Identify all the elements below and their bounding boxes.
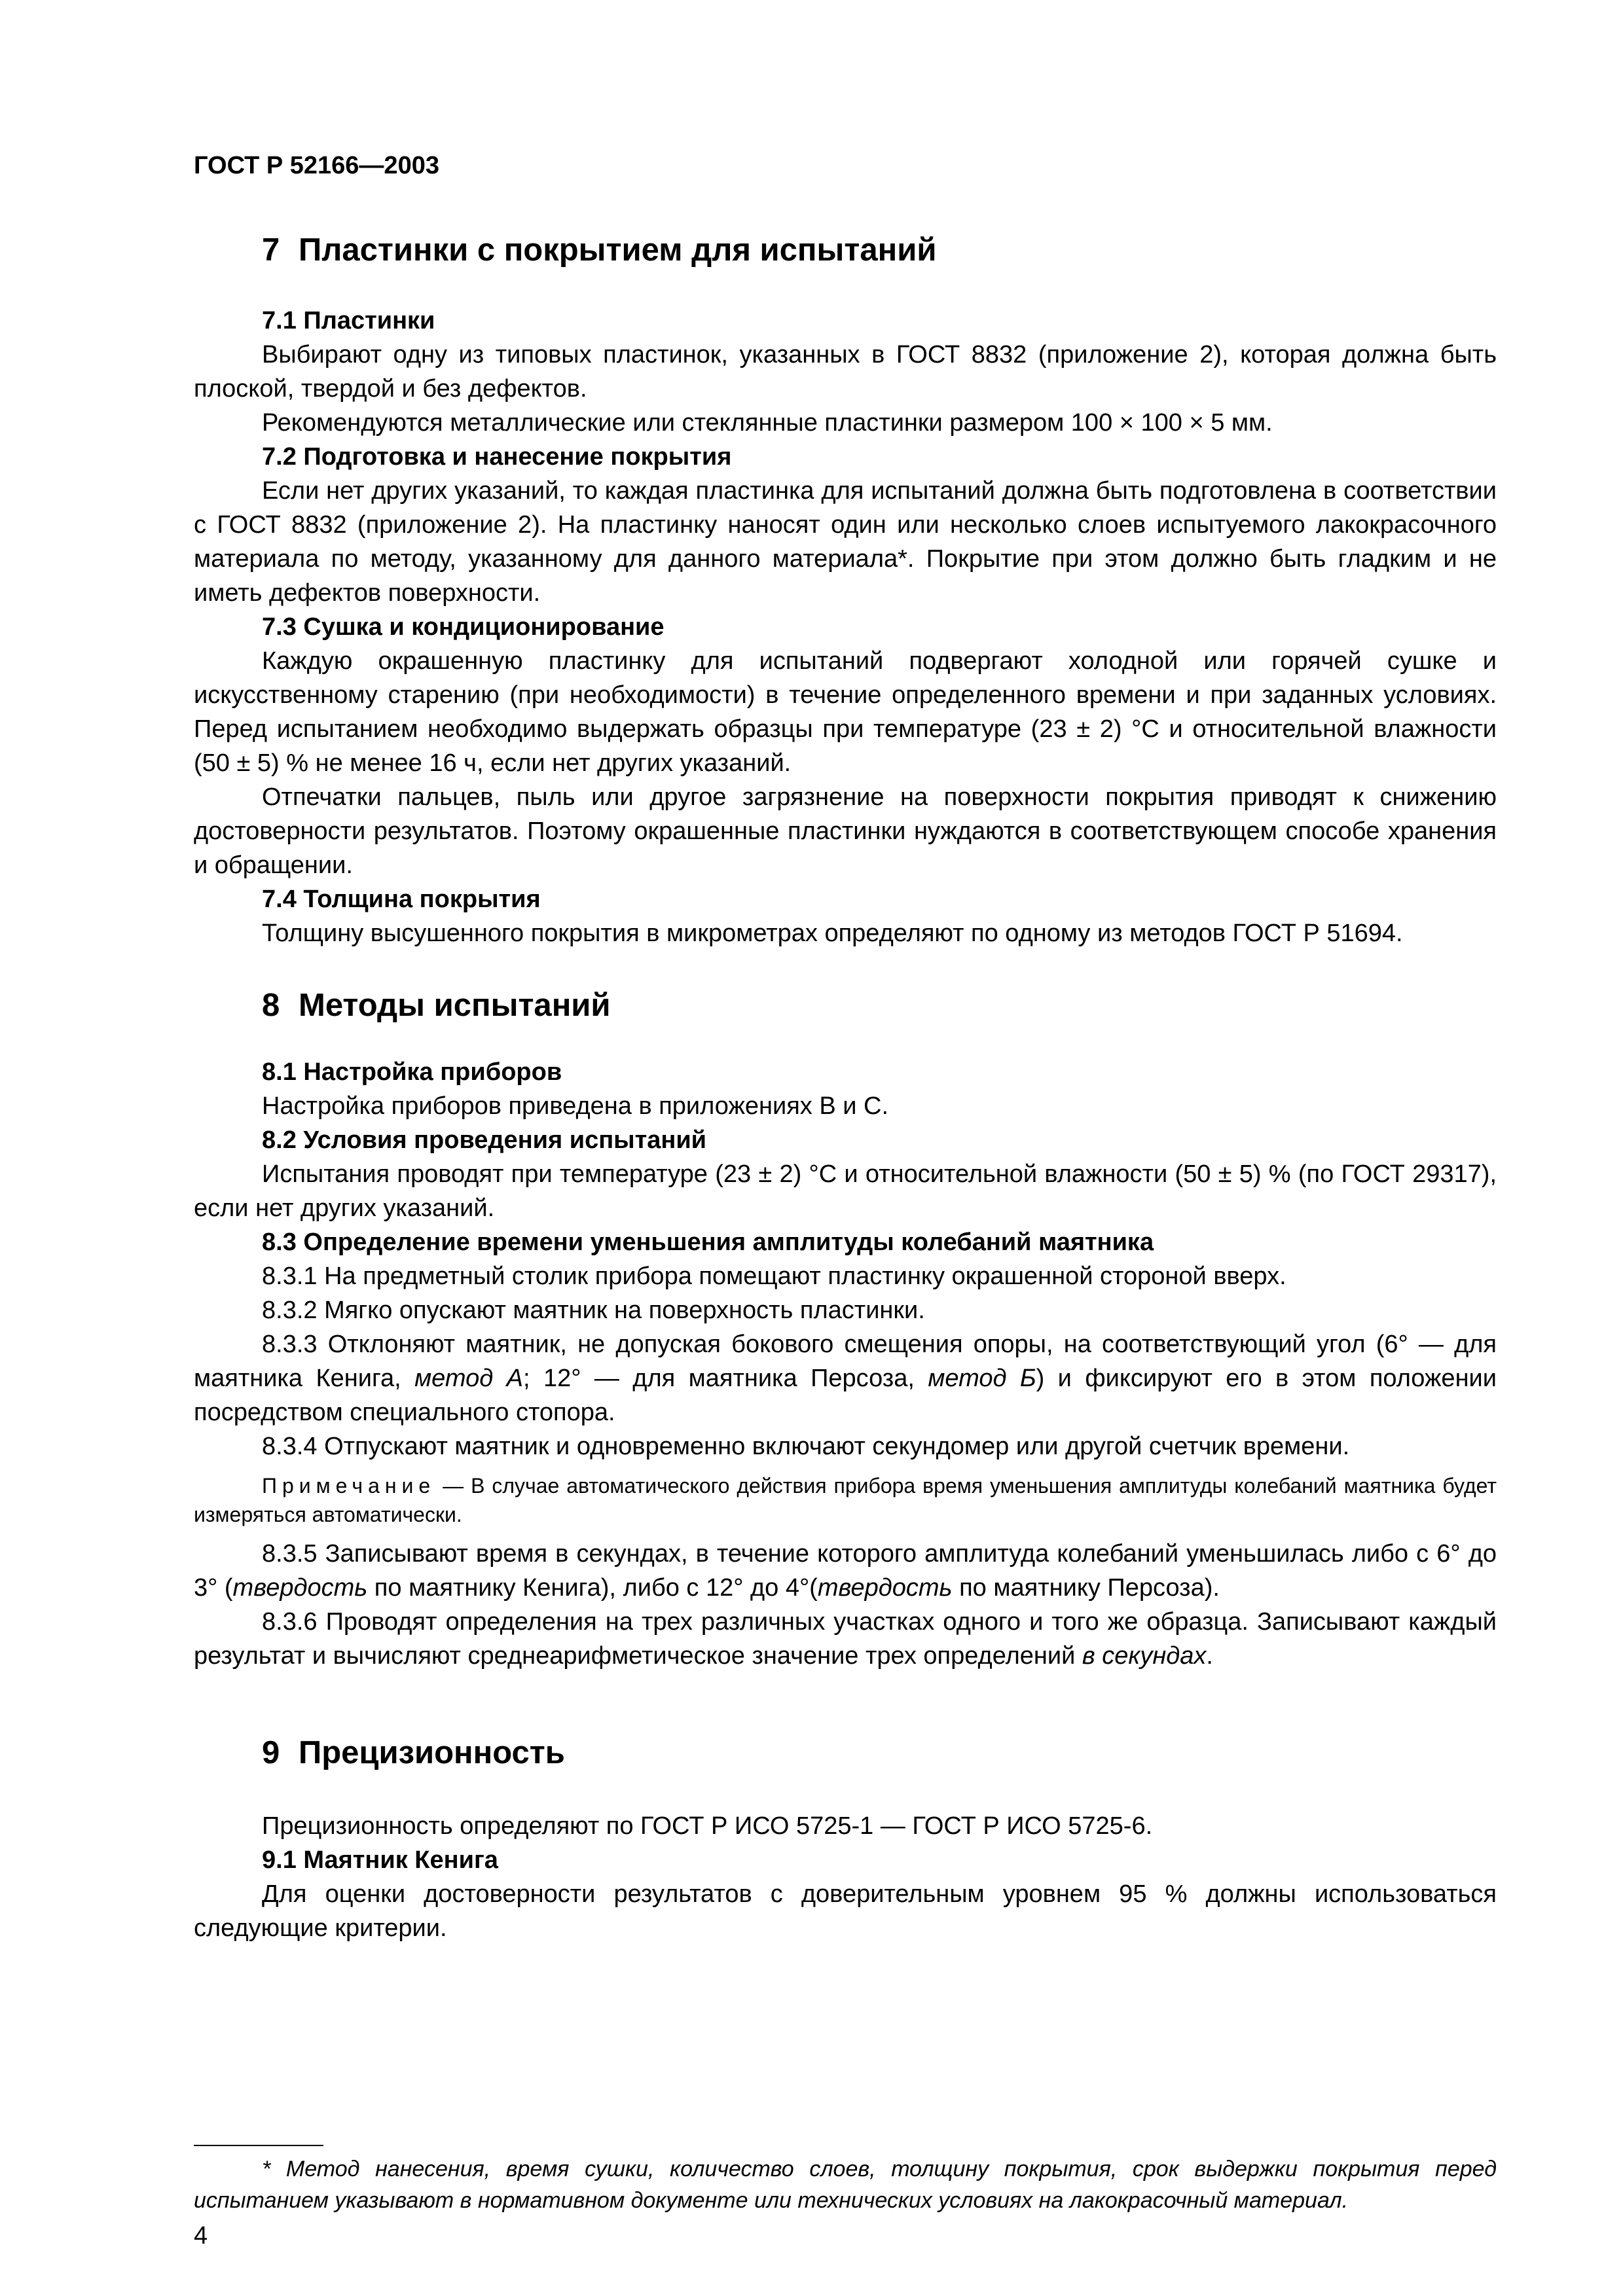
clause-8-3-3-part-b: ; 12° — для маятника Персоза, <box>522 1365 928 1392</box>
clause-7-4-heading: 7.4 Толщина покрытия <box>262 886 541 913</box>
clause-8-3-1: 8.3.1 На предметный столик прибора помещают пластинку окрашенной стороной вверх. <box>262 1263 1286 1290</box>
clause-7-1-heading: 7.1 Пластинки <box>262 307 435 334</box>
clause-8-3-2: 8.3.2 Мягко опускают маятник на поверхность пластинки. <box>262 1297 925 1324</box>
hardness-term-1: твердость <box>232 1574 368 1602</box>
clause-9-1-heading: 9.1 Маятник Кенига <box>262 1846 498 1874</box>
section-9-title <box>262 1734 565 1771</box>
clause-7-3-heading: 7.3 Сушка и кондиционирование <box>262 613 665 641</box>
clause-8-3-heading: 8.3 Определение времени уменьшения амплитуды колебаний маятника <box>262 1229 1154 1256</box>
clause-7-2-text: Если нет других указаний, то каждая пластинка для испытаний должна быть подготовлена в соответствии с ГОСТ 8832 (приложение 2). На пластинку наносят один или несколько слоев испытуемого лакокрасочного материала по методу, указанному для данного материала*. Покрытие при этом должно быть гладким и не иметь дефектов поверхности. <box>194 477 1497 607</box>
section-7-number: 7 <box>262 232 280 268</box>
clause-7-1-text: Выбирают одну из типовых пластинок, указанных в ГОСТ 8832 (приложение 2), которая должна быть плоской, твердой и без дефектов. <box>194 341 1497 403</box>
section-8-heading: Методы испытаний <box>299 988 611 1023</box>
document-header: ГОСТ Р 52166—2003 <box>194 152 439 179</box>
method-a-term: метод А <box>414 1365 523 1392</box>
section-9-heading: Прецизионность <box>299 1735 565 1770</box>
section-7-title <box>262 232 936 268</box>
clause-8-2-text: Испытания проводят при температуре (23 ± 2) °С и относительной влажности (50 ± 5) % (по ГОСТ 29317), если нет других указаний. <box>194 1160 1497 1222</box>
clause-8-3-3 <box>194 1327 1497 1429</box>
clause-8-1-text: Настройка приборов приведена в приложениях В и С. <box>262 1092 889 1120</box>
clause-9-1-text: Для оценки достоверности результатов с доверительным уровнем 95 % должны использоваться следующие критерии. <box>194 1880 1497 1942</box>
clause-7-2-heading: 7.2 Подготовка и нанесение покрытия <box>262 443 732 471</box>
clause-8-3-4: 8.3.4 Отпускают маятник и одновременно включают секундомер или другой счетчик времени. <box>262 1433 1350 1460</box>
document-page <box>194 0 1497 2296</box>
clause-8-3-5 <box>194 1537 1497 1605</box>
clause-8-3-6 <box>194 1605 1497 1673</box>
clause-8-3-6-part-b: . <box>1206 1642 1213 1670</box>
clause-8-3-3-part-a: 8.3.3 Отклоняют маятник, не допуская бокового смещения опоры, на соответствующий угол (6° — для маятника Кенига, <box>194 1331 1497 1392</box>
section-9-body <box>194 1809 1497 1945</box>
section-7-heading: Пластинки с покрытием для испытаний <box>299 232 937 268</box>
clause-8-3-5-part-b: по маятнику Кенига), либо с 12° до 4°( <box>367 1574 818 1602</box>
clause-8-3-5-part-c: по маятнику Персоза). <box>952 1574 1220 1602</box>
footnote-separator <box>194 2145 323 2146</box>
page-number: 4 <box>194 2222 208 2250</box>
clause-8-3-6-part-a: 8.3.6 Проводят определения на трех различных участках одного и того же образца. Записывают каждый результат и вычисляют среднеарифметическое значение трех определений <box>194 1608 1497 1670</box>
note-label: Примечание <box>262 1474 436 1498</box>
clause-8-3-5-part-a: 8.3.5 Записывают время в секундах, в течение которого амплитуда колебаний уменьшилась либо с 6° до 3° ( <box>194 1540 1497 1602</box>
section-8-body <box>194 1055 1497 1673</box>
seconds-term: в секундах <box>1082 1642 1207 1670</box>
clause-9-text: Прецизионность определяют по ГОСТ Р ИСО 5725-1 — ГОСТ Р ИСО 5725-6. <box>262 1812 1153 1840</box>
method-b-term: метод Б <box>928 1365 1036 1392</box>
section-7-body <box>194 304 1497 950</box>
clause-8-1-heading: 8.1 Настройка приборов <box>262 1058 562 1086</box>
section-9-number: 9 <box>262 1735 280 1770</box>
hardness-term-2: твердость <box>817 1574 953 1602</box>
note-text: — В случае автоматического действия прибора время уменьшения амплитуды колебаний маятника будет измеряться автоматически. <box>194 1474 1497 1526</box>
clause-8-3-3-part-c: ) и фиксируют его в этом положении посредством специального стопора. <box>194 1365 1497 1426</box>
clause-7-1-text-2: Рекомендуются металлические или стеклянные пластинки размером 100 × 100 × 5 мм. <box>262 409 1273 437</box>
clause-8-2-heading: 8.2 Условия проведения испытаний <box>262 1126 707 1154</box>
clause-7-4-text: Толщину высушенного покрытия в микрометрах определяют по одному из методов ГОСТ Р 51694. <box>262 920 1403 947</box>
clause-7-3-text: Каждую окрашенную пластинку для испытаний подвергают холодной или горячей сушке и искусственному старению (при необходимости) в течение определенного времени и при заданных условиях. Перед испытанием необходимо выдержать образцы при температуре (23 ± 2) °С и относительной влажности (50 ± 5) % не менее 16 ч, если нет других указаний. <box>194 647 1497 777</box>
footnote: * Метод нанесения, время сушки, количество слоев, толщину покрытия, срок выдержки покрытия перед испытанием указывают в нормативном документе или технических условиях на лакокрасочный материал. <box>194 2157 1497 2213</box>
note <box>194 1471 1497 1529</box>
section-8-number: 8 <box>262 988 280 1023</box>
clause-7-3-text-2: Отпечатки пальцев, пыль или другое загрязнение на поверхности покрытия приводят к снижению достоверности результатов. Поэтому окрашенные пластинки нуждаются в соответствующем способе хранения и обращении. <box>194 783 1497 879</box>
section-8-title <box>262 987 611 1024</box>
